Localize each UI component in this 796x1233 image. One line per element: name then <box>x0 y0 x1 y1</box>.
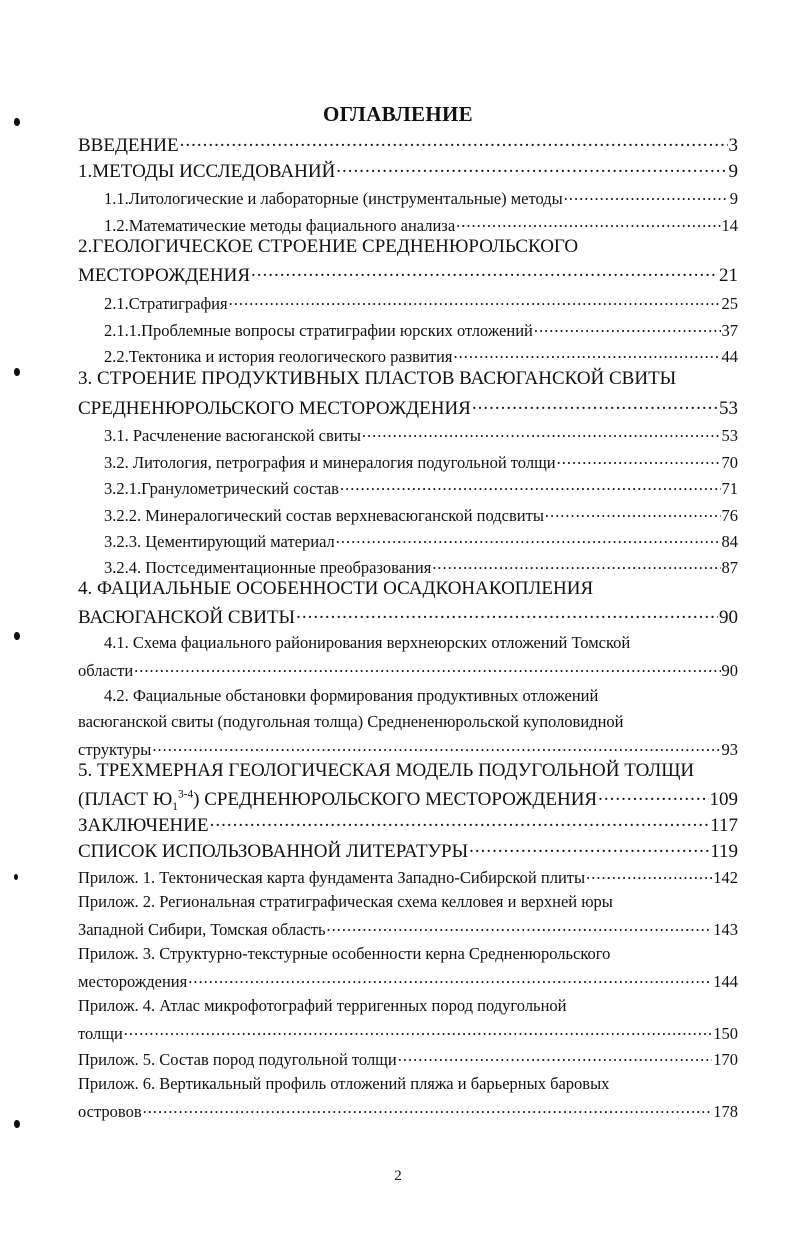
toc-entry-page: 9 <box>728 161 738 182</box>
toc-entry[interactable] <box>78 214 738 236</box>
toc-entry-title: Прилож. 1. Тектоническая карта фундамента Западно-Сибирской плиты <box>78 867 586 887</box>
toc-leader-dots <box>545 504 721 521</box>
toc-entry-page: 87 <box>721 557 738 577</box>
toc-entry-page: 21 <box>719 265 738 286</box>
toc-entry[interactable] <box>78 504 738 526</box>
toc-leader-dots <box>134 659 720 676</box>
toc-leader-dots <box>456 214 720 231</box>
toc-entry-title: СРЕДНЕНЮРОЛЬСКОГО МЕСТОРОЖДЕНИЯ <box>78 398 471 419</box>
toc-entry[interactable] <box>78 786 738 811</box>
toc-entry[interactable] <box>78 451 738 473</box>
toc-entry-title: 2.1.1.Проблемные вопросы стратиграфии юрских отложений <box>104 320 533 340</box>
toc-leader-dots <box>340 477 721 494</box>
toc-entry-page: 90 <box>721 660 738 680</box>
toc-leader-dots <box>124 1022 712 1039</box>
toc-entry[interactable] <box>78 262 738 287</box>
toc-leader-dots <box>469 838 709 857</box>
toc-entry-title: области <box>78 660 134 680</box>
toc-entry-heading-line: 4. ФАЦИАЛЬНЫЕ ОСОБЕННОСТИ ОСАДКОНАКОПЛЕНИЯ <box>78 578 594 599</box>
toc-entry-title: месторождения <box>78 971 188 991</box>
toc-entry-title: 3.2.2. Минералогический состав верхневасюганской подсвиты <box>104 505 544 525</box>
toc-entry-page: 71 <box>721 478 738 498</box>
toc-entry-title: 3.2.3. Цементирующий материал <box>104 531 335 551</box>
toc-entry-page: 3 <box>728 135 738 156</box>
toc-entry-title: 3.2.4. Постседиментационные преобразования <box>104 557 432 577</box>
toc-entry[interactable] <box>78 556 738 578</box>
toc-entry-title <box>78 789 597 811</box>
toc-leader-dots <box>336 158 727 177</box>
toc-leader-dots <box>210 812 710 831</box>
page-title: ОГЛАВЛЕНИЕ <box>323 102 473 126</box>
toc-entry[interactable] <box>78 292 738 314</box>
toc-entry-title: 2.2.Тектоника и история геологического развития <box>104 346 453 366</box>
toc-entry-page: 70 <box>721 452 738 472</box>
toc-entry-title: островов <box>78 1101 142 1121</box>
toc-entry[interactable] <box>78 838 738 863</box>
toc-entry-page: 150 <box>713 1023 738 1043</box>
toc-entry[interactable] <box>78 604 738 629</box>
toc-entry-page: 144 <box>713 971 738 991</box>
toc-entry-page: 170 <box>713 1049 738 1069</box>
toc-entry[interactable] <box>78 424 738 446</box>
toc-entry-title: ЗАКЛЮЧЕНИЕ <box>78 815 209 836</box>
toc-leader-dots <box>143 1100 713 1117</box>
layer-index-subscript: 1 <box>172 800 178 813</box>
toc-entry[interactable] <box>78 187 738 209</box>
margin-dot-mark <box>14 874 18 880</box>
toc-entry-title-part: (ПЛАСТ Ю <box>78 789 173 810</box>
toc-entry-title: ВВЕДЕНИЕ <box>78 135 179 156</box>
toc-entry[interactable] <box>78 1048 738 1070</box>
toc-entry[interactable] <box>78 1100 738 1122</box>
toc-entry-page: 119 <box>710 841 738 862</box>
toc-entry-page: 84 <box>721 531 738 551</box>
toc-entry-page: 90 <box>719 607 738 628</box>
toc-entry-text-line: Прилож. 3. Структурно-текстурные особенности керна Средненюрольского <box>78 944 611 963</box>
toc-entry-page: 93 <box>721 739 738 759</box>
toc-entry[interactable] <box>78 812 738 837</box>
toc-entry[interactable] <box>78 477 738 499</box>
toc-entry-page: 142 <box>713 867 738 887</box>
toc-entry[interactable] <box>78 866 738 888</box>
toc-entry-title: 1.1.Литологические и лабораторные (инструментальные) методы <box>104 188 563 208</box>
toc-entry-text-line: 4.1. Схема фациального районирования верхнеюрских отложений Томской <box>104 633 631 652</box>
toc-leader-dots <box>598 786 708 805</box>
toc-entry-title: структуры <box>78 739 152 759</box>
toc-entry[interactable] <box>78 1022 738 1044</box>
toc-entry-title: МЕСТОРОЖДЕНИЯ <box>78 265 251 286</box>
toc-entry[interactable] <box>78 530 738 552</box>
layer-index-superscript: 3-4 <box>177 788 194 801</box>
toc-entry-page: 14 <box>721 215 738 235</box>
toc-entry-text-line: Прилож. 6. Вертикальный профиль отложений пляжа и барьерных баровых <box>78 1074 610 1093</box>
toc-leader-dots <box>534 319 721 336</box>
toc-entry-title: толщи <box>78 1023 123 1043</box>
toc-entry-title: 1.2.Математические методы фациального анализа <box>104 215 456 235</box>
toc-entry-title-part: ) СРЕДНЕНЮРОЛЬСКОГО МЕСТОРОЖДЕНИЯ <box>193 789 598 810</box>
toc-entry-title: 3.2. Литология, петрография и минералогия подугольной толщи <box>104 452 556 472</box>
toc-entry-title: 2.1.Стратиграфия <box>104 293 228 313</box>
toc-entry-page: 9 <box>729 188 738 208</box>
toc-entry-text-line: Прилож. 2. Региональная стратиграфическая схема келловея и верхней юры <box>78 892 613 911</box>
toc-entry-page: 76 <box>721 505 738 525</box>
toc-entry[interactable] <box>78 970 738 992</box>
toc-leader-dots <box>296 604 718 623</box>
toc-leader-dots <box>327 918 713 935</box>
toc-leader-dots <box>564 187 729 204</box>
toc-entry[interactable] <box>78 395 738 420</box>
toc-leader-dots <box>251 262 718 281</box>
margin-dot-mark <box>14 1120 20 1128</box>
margin-dot-mark <box>14 368 20 376</box>
toc-entry-title: 1.МЕТОДЫ ИССЛЕДОВАНИЙ <box>78 161 336 182</box>
toc-entry-heading-line: 2.ГЕОЛОГИЧЕСКОЕ СТРОЕНИЕ СРЕДНЕНЮРОЛЬСКОГО <box>78 236 579 257</box>
toc-entry-page: 109 <box>709 789 738 810</box>
toc-entry-page: 37 <box>721 320 738 340</box>
toc-entry-page: 53 <box>719 398 738 419</box>
toc-leader-dots <box>152 738 720 755</box>
toc-entry-heading-line: 5. ТРЕХМЕРНАЯ ГЕОЛОГИЧЕСКАЯ МОДЕЛЬ ПОДУГОЛЬНОЙ ТОЛЩИ <box>78 760 695 781</box>
toc-leader-dots <box>188 970 712 987</box>
toc-entry-page: 25 <box>721 293 738 313</box>
toc-leader-dots <box>586 866 712 883</box>
toc-entry-text-line: Прилож. 4. Атлас микрофотографий терригенных пород подугольной <box>78 996 567 1015</box>
toc-entry-text-line: васюганской свиты (подугольная толща) Среднененюрольской куполовидной <box>78 712 624 731</box>
toc-entry-title: Прилож. 5. Состав пород подугольной толщи <box>78 1049 397 1069</box>
toc-entry[interactable] <box>78 319 738 341</box>
toc-leader-dots <box>398 1048 713 1065</box>
page-number: 2 <box>394 1168 402 1184</box>
toc-leader-dots <box>229 292 721 309</box>
toc-entry-title: 3.1. Расчленение васюганской свиты <box>104 425 361 445</box>
toc-entry-title: Западной Сибири, Томская область <box>78 919 326 939</box>
toc-entry-page: 117 <box>710 815 738 836</box>
toc-entry-title: СПИСОК ИСПОЛЬЗОВАННОЙ ЛИТЕРАТУРЫ <box>78 841 469 862</box>
toc-entry[interactable] <box>78 132 738 157</box>
toc-entry-title: 3.2.1.Гранулометрический состав <box>104 478 339 498</box>
toc-entry[interactable] <box>78 158 738 183</box>
toc-entry-page: 178 <box>713 1101 738 1121</box>
toc-entry[interactable] <box>78 918 738 940</box>
margin-dot-mark <box>14 632 20 640</box>
toc-entry-page: 143 <box>713 919 738 939</box>
toc-entry-heading-line: 3. СТРОЕНИЕ ПРОДУКТИВНЫХ ПЛАСТОВ ВАСЮГАНСКОЙ СВИТЫ <box>78 368 677 389</box>
toc-leader-dots <box>453 345 720 362</box>
toc-leader-dots <box>472 395 718 414</box>
toc-leader-dots <box>432 556 720 573</box>
toc-entry-page: 44 <box>721 346 738 366</box>
toc-leader-dots <box>180 132 728 151</box>
toc-leader-dots <box>336 530 721 547</box>
toc-entry[interactable] <box>78 738 738 760</box>
toc-entry[interactable] <box>78 659 738 681</box>
toc-entry[interactable] <box>78 345 738 367</box>
toc-leader-dots <box>557 451 721 468</box>
toc-leader-dots <box>362 424 721 441</box>
toc-entry-text-line: 4.2. Фациальные обстановки формирования продуктивных отложений <box>104 686 599 705</box>
toc-entry-title: ВАСЮГАНСКОЙ СВИТЫ <box>78 607 296 628</box>
toc-entry-page: 53 <box>721 425 738 445</box>
